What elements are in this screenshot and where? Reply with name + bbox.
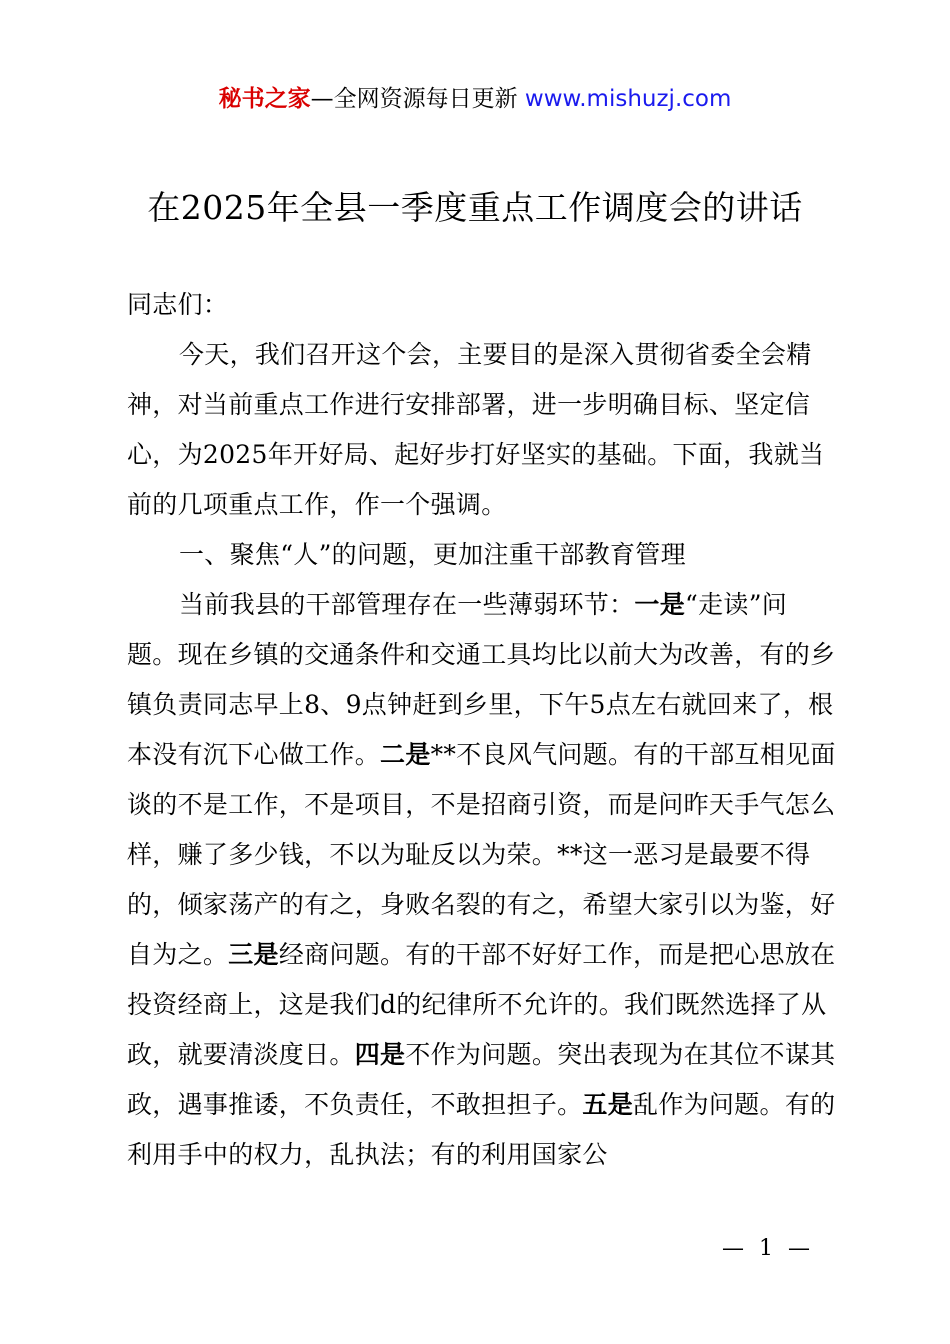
paragraph-lead: 当前我县的干部管理存在一些薄弱环节： — [179, 590, 635, 619]
salutation: 同志们： — [127, 290, 229, 319]
point-label-2: 二是 — [380, 740, 431, 769]
site-url-link[interactable]: www.mishuzj.com — [524, 86, 732, 112]
point-text-3: 经商问题。有的干部不好好工作，而是把心思放在投资经商上，这是我们d的纪律所不允许的。我们既然选择了从政，就要清淡度日。 — [127, 940, 836, 1069]
brand-name: 秘书之家 — [218, 86, 311, 112]
section-heading-1: 一、聚焦“人”的问题，更加注重干部教育管理 — [179, 540, 686, 569]
point-text-2: **不良风气问题。有的干部互相见面谈的不是工作，不是项目，不是招商引资，而是问昨天手气怎么样，赚了多少钱，不以为耻反以为荣。**这一恶习是最要不得的，倾家荡产的有之，身败名裂的有之，希望大家引以为鉴，好自为之。 — [127, 740, 836, 969]
point-label-3: 三是 — [228, 940, 279, 969]
page-number: — 1 — — [722, 1236, 814, 1261]
point-label-4: 四是 — [354, 1040, 406, 1069]
point-label-1: 一是 — [634, 590, 686, 619]
point-text-5: 乱作为问题。有的利用手中的权力，乱执法；有的利用国家公 — [127, 1090, 836, 1169]
header-tagline: —全网资源每日更新 — [310, 86, 518, 112]
section-1-paragraph — [127, 580, 837, 1180]
document-title: 在2025年全县一季度重点工作调度会的讲话 — [147, 188, 803, 227]
intro-paragraph: 今天，我们召开这个会，主要目的是深入贯彻省委全会精神，对当前重点工作进行安排部署，进一步明确目标、坚定信心，为2025年开好局、起好步打好坚实的基础。下面，我就当前的几项重点工作，作一个强调。 — [127, 340, 825, 519]
document-body — [127, 280, 837, 1180]
point-label-5: 五是 — [582, 1090, 634, 1119]
site-header — [0, 80, 950, 113]
point-text-1: “走读”问题。现在乡镇的交通条件和交通工具均比以前大为改善，有的乡镇负责同志早上8、9点钟赶到乡里，下午5点左右就回来了，根本没有沉下心做工作。 — [127, 590, 836, 769]
point-text-4: 不作为问题。突出表现为在其位不谋其政，遇事推诿，不负责任，不敢担担子。 — [127, 1040, 836, 1119]
